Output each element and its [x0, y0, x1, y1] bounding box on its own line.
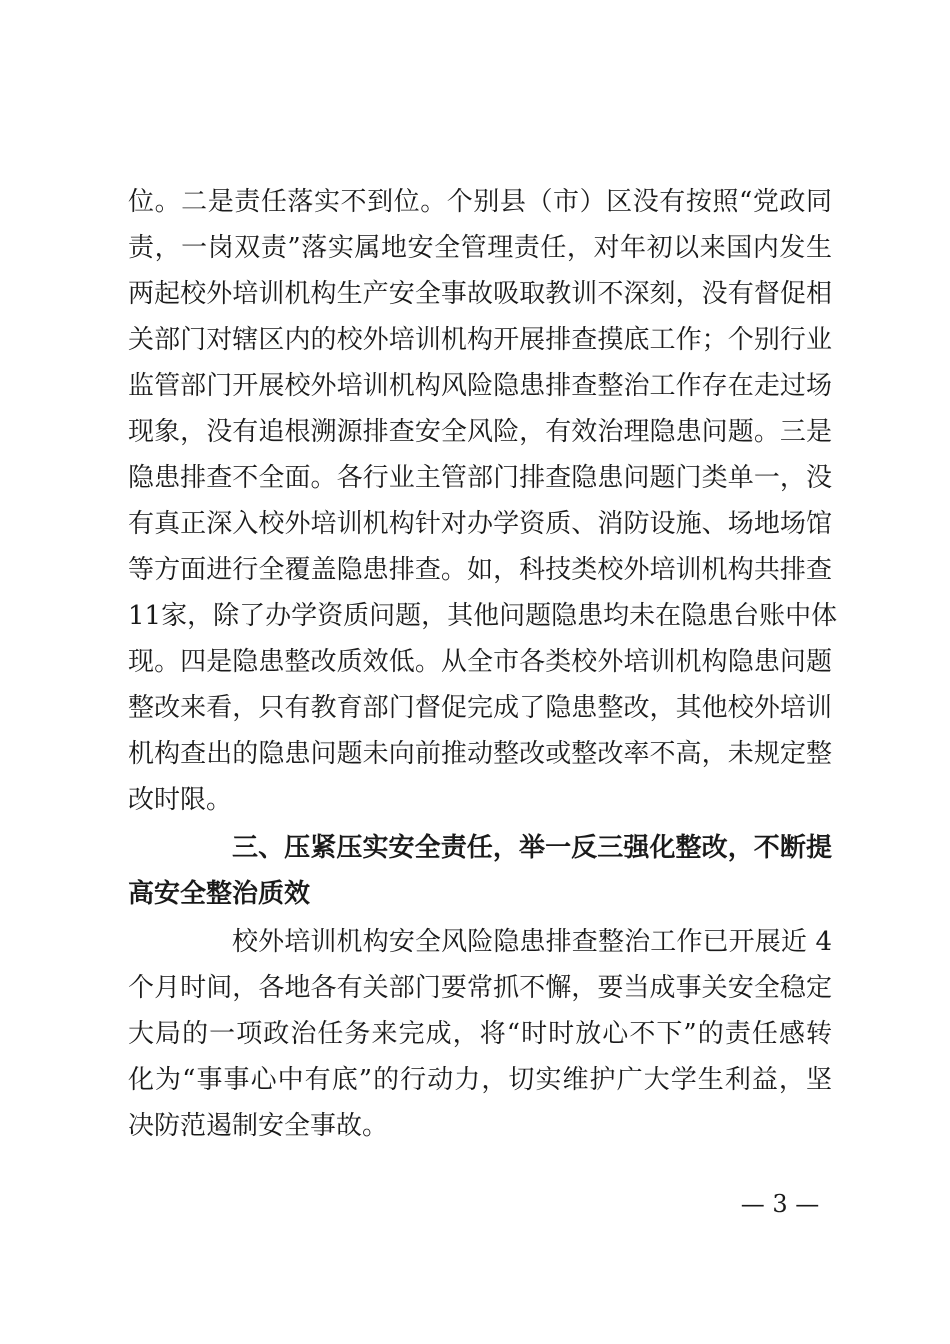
text-line: 化为“事事心中有底”的行动力，切实维护广大学生利益，坚	[128, 1065, 832, 1095]
text-line: 现象，没有追根溯源排查安全风险，有效治理隐患问题。三是	[128, 417, 832, 447]
heading-line: 三、压紧压实安全责任，举一反三强化整改，不断提	[232, 833, 832, 863]
text-line: 大局的一项政治任务来完成，将“时时放心不下”的责任感转	[128, 1019, 832, 1049]
text-line: 校外培训机构安全风险隐患排查整治工作已开展近 4	[232, 927, 832, 957]
text-line: 整改来看，只有教育部门督促完成了隐患整改，其他校外培训	[128, 693, 832, 723]
text-line: 责，一岗双责”落实属地安全管理责任，对年初以来国内发生	[128, 233, 832, 263]
text-line: 机构查出的隐患问题未向前推动整改或整改率不高，未规定整	[128, 739, 832, 769]
text-line: 位。二是责任落实不到位。个别县（市）区没有按照“党政同	[128, 187, 832, 217]
heading-line: 高安全整治质效	[128, 879, 311, 909]
text-line: 监管部门开展校外培训机构风险隐患排查整治工作存在走过场	[128, 371, 832, 401]
page-number: — 3 —	[740, 1190, 820, 1218]
text-line: 有真正深入校外培训机构针对办学资质、消防设施、场地场馆	[128, 509, 832, 539]
text-line: 等方面进行全覆盖隐患排查。如，科技类校外培训机构共排查	[128, 555, 832, 585]
text-line: 两起校外培训机构生产安全事故吸取教训不深刻，没有督促相	[128, 279, 832, 309]
text-line: 11家，除了办学资质问题，其他问题隐患均未在隐患台账中体	[128, 601, 838, 631]
text-line: 隐患排查不全面。各行业主管部门排查隐患问题门类单一，没	[128, 463, 832, 493]
text-line: 关部门对辖区内的校外培训机构开展排查摸底工作；个别行业	[128, 325, 832, 355]
text-line: 改时限。	[128, 785, 233, 815]
text-line: 个月时间，各地各有关部门要常抓不懈，要当成事关安全稳定	[128, 973, 832, 1003]
text-line: 现。四是隐患整改质效低。从全市各类校外培训机构隐患问题	[128, 647, 832, 677]
text-line: 决防范遏制安全事故。	[128, 1111, 389, 1141]
